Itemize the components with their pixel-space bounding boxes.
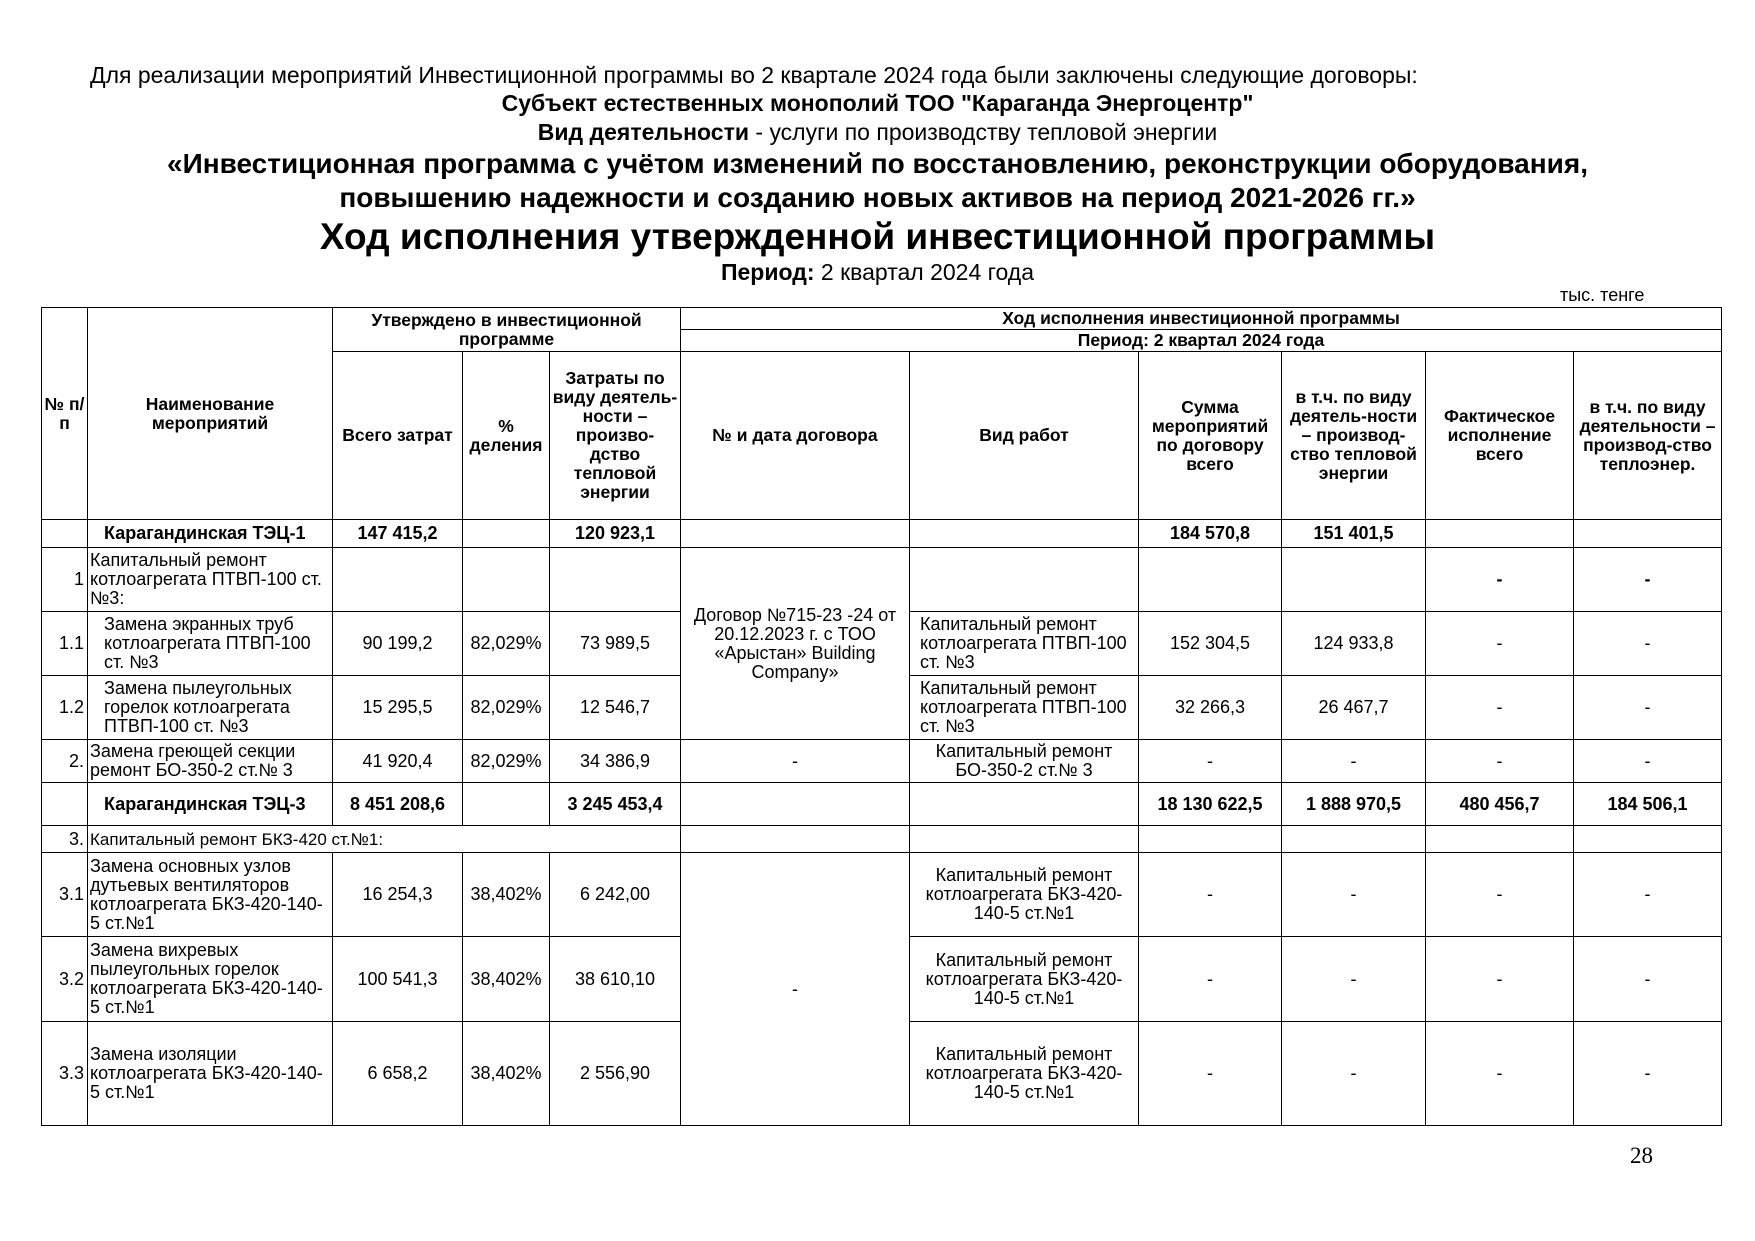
header-work-type: Вид работ (910, 352, 1139, 520)
header-num: № п/п (42, 308, 88, 520)
cell: 82,029% (463, 740, 550, 783)
cell (910, 826, 1139, 853)
cell: Капитальный ремонт котлоагрегата БКЗ-420-140-5 ст.№1 (910, 1022, 1139, 1126)
cell: - (1426, 612, 1574, 676)
cell: 38 610,10 (550, 937, 681, 1022)
cell: Капитальный ремонт БКЗ-420 ст.№1: (88, 826, 681, 853)
cell: Замена вихревых пылеугольных горелок котлоагрегата БКЗ-420-140-5 ст.№1 (88, 937, 333, 1022)
cell: - (1426, 853, 1574, 937)
cell: Капитальный ремонт котлоагрегата ПТВП-100 ст. №3 (910, 612, 1139, 676)
cell: 41 920,4 (333, 740, 463, 783)
cell (463, 783, 550, 826)
cell: - (1574, 676, 1722, 740)
activity-value: - услуги по производству тепловой энергии (749, 119, 1218, 145)
cell: - (1139, 1022, 1282, 1126)
header-contract: № и дата договора (681, 352, 910, 520)
cell: - (1574, 612, 1722, 676)
cell: 32 266,3 (1139, 676, 1282, 740)
cell: 120 923,1 (550, 520, 681, 548)
header-contract-sum: Сумма мероприятий по договору всего (1139, 352, 1282, 520)
cell: 3.1 (42, 853, 88, 937)
cell (463, 520, 550, 548)
activity-label: Вид деятельности (537, 119, 749, 145)
cell: - (1282, 1022, 1426, 1126)
cell: - (1426, 1022, 1574, 1126)
cell: 1 (42, 548, 88, 612)
cell: - (1574, 1022, 1722, 1126)
cell: Замена изоляции котлоагрегата БКЗ-420-140-5 ст.№1 (88, 1022, 333, 1126)
cell: 3 245 453,4 (550, 783, 681, 826)
cell: Замена греющей секции ремонт БО-350-2 ст.№ 3 (88, 740, 333, 783)
intro-text: Для реализации мероприятий Инвестиционной программы во 2 квартале 2024 года были заключены следующие договоры: (90, 62, 1418, 88)
cell: 147 415,2 (333, 520, 463, 548)
subject-line: Субъект естественных монополий ТОО "Караганда Энергоцентр" (501, 90, 1254, 116)
cell: Карагандинская ТЭЦ-1 (88, 520, 333, 548)
cell: 16 254,3 (333, 853, 463, 937)
header-actual-activity: в т.ч. по виду деятельности – производ-ство теплоэнер. (1574, 352, 1722, 520)
header-progress-period: Период: 2 квартал 2024 года (681, 330, 1722, 352)
program-title-line-1: «Инвестиционная программа с учётом изменений по восстановлению, реконструкции оборудования, (167, 148, 1588, 179)
header-pct-split: % деления (463, 352, 550, 520)
cell: 152 304,5 (1139, 612, 1282, 676)
cell: 18 130 622,5 (1139, 783, 1282, 826)
table-row (42, 853, 1722, 937)
table-row (42, 548, 1722, 612)
cell: 38,402% (463, 853, 550, 937)
cell (1574, 520, 1722, 548)
cell: - (1282, 740, 1426, 783)
program-title-line-2: повышению надежности и созданию новых активов на период 2021-2026 гг.» (339, 182, 1416, 213)
header-contract-sum-activity: в т.ч. по виду деятель-ности – производ-ство тепловой энергии (1282, 352, 1426, 520)
cell: 8 451 208,6 (333, 783, 463, 826)
table-row (42, 826, 1722, 853)
table-row (42, 783, 1722, 826)
header-total-cost: Всего затрат (333, 352, 463, 520)
cell: - (1282, 853, 1426, 937)
cell: - (1574, 548, 1722, 612)
cell (1282, 548, 1426, 612)
page-title: Ход исполнения утвержденной инвестиционной программы (319, 216, 1436, 257)
cell: 82,029% (463, 676, 550, 740)
cell: - (1574, 853, 1722, 937)
cell: - (1139, 740, 1282, 783)
cell (1574, 826, 1722, 853)
contract-cell: Договор №715-23 -24 от 20.12.2023 г. с ТОО «Арыстан» Building Company» (681, 548, 910, 740)
cell: 1 888 970,5 (1282, 783, 1426, 826)
cell: 6 658,2 (333, 1022, 463, 1126)
cell (42, 520, 88, 548)
header-actual-total: Фактическое исполнение всего (1426, 352, 1574, 520)
cell: 2. (42, 740, 88, 783)
cell: - (1574, 937, 1722, 1022)
contract-cell: - (681, 853, 910, 1126)
period-line (0, 259, 1755, 286)
cell: 82,029% (463, 612, 550, 676)
cell (1282, 826, 1426, 853)
cell (1139, 548, 1282, 612)
cell: 480 456,7 (1426, 783, 1574, 826)
cell: Капитальный ремонт БО-350-2 ст.№ 3 (910, 740, 1139, 783)
cell (333, 548, 463, 612)
cell: 90 199,2 (333, 612, 463, 676)
cell: - (1426, 548, 1574, 612)
cell: 100 541,3 (333, 937, 463, 1022)
cell (1139, 826, 1282, 853)
cell: Замена основных узлов дутьевых вентиляторов котлоагрегата БКЗ-420-140-5 ст.№1 (88, 853, 333, 937)
cell: 26 467,7 (1282, 676, 1426, 740)
cell (42, 783, 88, 826)
cell: 1.1 (42, 612, 88, 676)
cell: 38,402% (463, 1022, 550, 1126)
header-cost-by-activity: Затраты по виду деятель-ности – произво-дство тепловой энергии (550, 352, 681, 520)
cell: 1.2 (42, 676, 88, 740)
cell: 3.2 (42, 937, 88, 1022)
cell: 6 242,00 (550, 853, 681, 937)
cell (910, 520, 1139, 548)
cell (681, 826, 910, 853)
header-progress-group: Ход исполнения инвестиционной программы (681, 308, 1722, 330)
page-number: 28 (1630, 1143, 1653, 1168)
cell: 73 989,5 (550, 612, 681, 676)
cell: 34 386,9 (550, 740, 681, 783)
cell: Карагандинская ТЭЦ-3 (88, 783, 333, 826)
header-name: Наименование мероприятий (88, 308, 333, 520)
cell: Замена экранных труб котлоагрегата ПТВП-100 ст. №3 (88, 612, 333, 676)
investment-table (41, 307, 1722, 1126)
cell: 184 506,1 (1574, 783, 1722, 826)
cell: - (1282, 937, 1426, 1022)
period-value: 2 квартал 2024 года (814, 259, 1035, 285)
period-label: Период: (720, 259, 815, 285)
cell: - (1426, 937, 1574, 1022)
cell (550, 548, 681, 612)
cell: - (1574, 740, 1722, 783)
cell: 2 556,90 (550, 1022, 681, 1126)
cell: - (1426, 740, 1574, 783)
cell (681, 520, 910, 548)
cell: Капитальный ремонт котлоагрегата БКЗ-420-140-5 ст.№1 (910, 937, 1139, 1022)
cell: 124 933,8 (1282, 612, 1426, 676)
cell: 184 570,8 (1139, 520, 1282, 548)
cell (910, 548, 1139, 612)
table-row (42, 740, 1722, 783)
table-row (42, 520, 1722, 548)
cell: Капитальный ремонт котлоагрегата БКЗ-420-140-5 ст.№1 (910, 853, 1139, 937)
cell: 3.3 (42, 1022, 88, 1126)
cell: 15 295,5 (333, 676, 463, 740)
cell: - (1139, 853, 1282, 937)
cell: - (1426, 676, 1574, 740)
header-approved-group: Утверждено в инвестиционной программе (333, 308, 681, 352)
cell: - (681, 740, 910, 783)
cell: 38,402% (463, 937, 550, 1022)
cell (1426, 826, 1574, 853)
cell: Капитальный ремонт котлоагрегата ПТВП-100 ст.№3: (88, 548, 333, 612)
cell: - (1139, 937, 1282, 1022)
cell: 12 546,7 (550, 676, 681, 740)
activity-line (0, 119, 1755, 146)
cell: Капитальный ремонт котлоагрегата ПТВП-100 ст. №3 (910, 676, 1139, 740)
cell: 3. (42, 826, 88, 853)
cell (463, 548, 550, 612)
cell: 151 401,5 (1282, 520, 1426, 548)
unit-label: тыс. тенге (1560, 285, 1645, 305)
cell (910, 783, 1139, 826)
cell (1426, 520, 1574, 548)
cell: Замена пылеугольных горелок котлоагрегата ПТВП-100 ст. №3 (88, 676, 333, 740)
cell (681, 783, 910, 826)
